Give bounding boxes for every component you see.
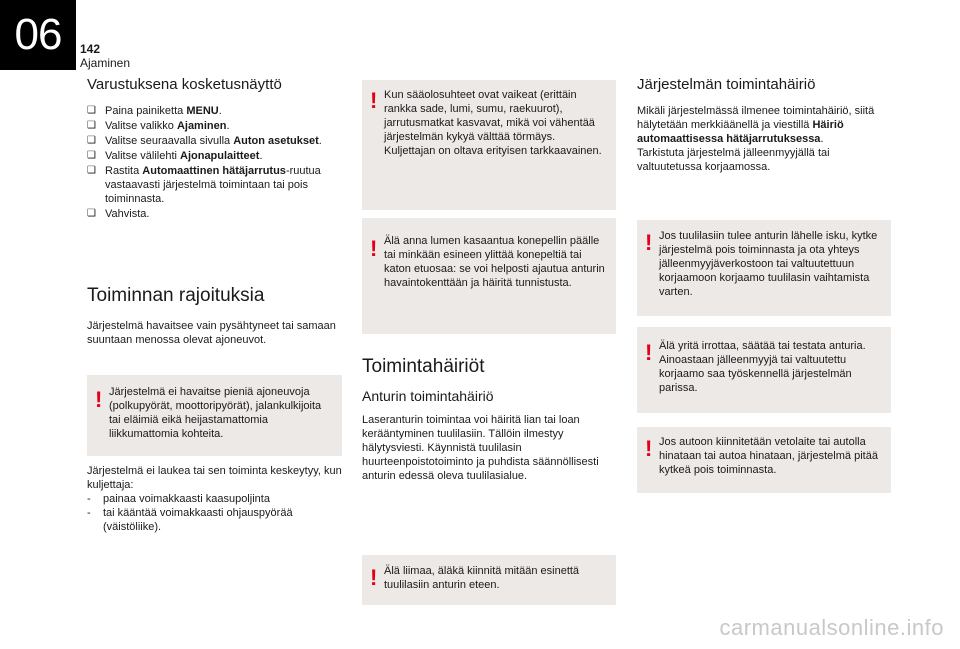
- list-item: ❑ Valitse valikko Ajaminen.: [87, 120, 230, 132]
- column-1: [87, 76, 342, 534]
- warning-note: ! Järjestelmä ei havaitse pieniä ajoneuvoja (polkupyörät, moottoripyörät), jalankulkijoita tai eläimiä eikä heijastamattomia liikkumattomia kohteita.: [87, 375, 342, 456]
- watermark: carmanualsonline.info: [719, 615, 944, 640]
- warning-icon: !: [645, 436, 653, 461]
- warning-note: ! Älä liimaa, äläkä kiinnitä mitään esinettä tuulilasiin anturin eteen.: [362, 555, 616, 605]
- dash-list: [87, 492, 342, 534]
- list-item: - tai kääntää voimakkaasti ohjauspyörää (väistöliike).: [87, 506, 342, 534]
- section-name: Ajaminen: [80, 56, 131, 70]
- checkbox-icon: ❑: [87, 120, 96, 131]
- paragraph: Laseranturin toimintaa voi häiritä lian tai loan kerääntyminen tuulilasiin. Tällöin ilmestyy hälytysviesti. Käynnistä tuulilasin huurteenpoistotoiminto ja puhdista säännöllisesti anturin edessä oleva tuulilasialue.: [362, 414, 599, 482]
- warning-icon: !: [370, 236, 378, 261]
- steps-list: [87, 104, 342, 221]
- chapter-tab: 06: [0, 0, 76, 70]
- checkbox-icon: ❑: [87, 105, 96, 116]
- list-item: ❑ Rastita Automaattinen hätäjarrutus-ruutua vastaavasti järjestelmä toimintaan tai pois toiminnasta.: [87, 165, 321, 205]
- warning-note: ! Älä yritä irrottaa, säätää tai testata anturia. Ainoastaan jälleenmyyjä tai valtuutettu korjaamo saa työskennellä järjestelmän parissa.: [637, 327, 891, 413]
- warning-icon: !: [95, 387, 103, 412]
- checkbox-icon: ❑: [87, 208, 96, 219]
- page-number: 142: [80, 42, 101, 56]
- list-item: ❑ Valitse seuraavalla sivulla Auton asetukset.: [87, 135, 322, 147]
- warning-note: ! Kun sääolosuhteet ovat vaikeat (erittäin rankka sade, lumi, sumu, raekuurot), jarrutusmatkat kasvavat, mikä voi vähentää järjestelmän kykyä välttää törmäys. Kuljettajan on oltava erityisen tarkkaavainen.: [362, 80, 616, 210]
- paragraph: Mikäli järjestelmässä ilmenee toimintahäiriö, siitä hälytetään merkkiäänellä ja viestillä Häiriö automaattisessa hätäjarrutuksessa.: [637, 105, 875, 145]
- list-item: - painaa voimakkaasti kaasupoljinta: [87, 492, 342, 506]
- section-title-touchscreen: Varustuksena kosketusnäyttö: [87, 76, 282, 93]
- paragraph: Järjestelmä ei laukea tai sen toiminta keskeytyy, kun kuljettaja:: [87, 465, 342, 491]
- list-item: ❑ Vahvista.: [87, 208, 150, 220]
- section-title-limitations: Toiminnan rajoituksia: [87, 285, 265, 306]
- column-3: [637, 76, 891, 493]
- column-2: [362, 80, 616, 591]
- warning-note: ! Jos tuulilasiin tulee anturin lähelle isku, kytke järjestelmä pois toiminnasta ja ota yhteys jälleenmyyjäverkostoon tai valtuutettuun korjaamoon korjaamo tuulilasin vaihtamista varten.: [637, 220, 891, 316]
- paragraph: Järjestelmä havaitsee vain pysähtyneet tai samaan suuntaan menossa olevat ajoneuvot.: [87, 320, 336, 346]
- section-title-malfunctions: Toimintahäiriöt: [362, 356, 485, 377]
- warning-icon: !: [370, 565, 378, 590]
- section-title-system-malfunction: Järjestelmän toimintahäiriö: [637, 76, 816, 93]
- list-item: ❑ Paina painiketta MENU.: [87, 105, 222, 117]
- warning-note: ! Jos autoon kiinnitetään vetolaite tai autolla hinataan tai autoa hinataan, järjestelmä pitää kytkeä pois toiminnasta.: [637, 427, 891, 493]
- warning-note: ! Älä anna lumen kasaantua konepellin päälle tai minkään esineen ylittää konepeltiä tai katon etuosaa: se voi helposti ajautua anturin havaintokenttään ja häiritä tunnistusta.: [362, 218, 616, 334]
- warning-icon: !: [645, 230, 653, 255]
- warning-icon: !: [370, 88, 378, 113]
- checkbox-icon: ❑: [87, 135, 96, 146]
- checkbox-icon: ❑: [87, 165, 96, 176]
- paragraph: Tarkistuta järjestelmä jälleenmyyjällä tai valtuutetussa korjaamossa.: [637, 147, 830, 173]
- subsection-title-sensor: Anturin toimintahäiriö: [362, 388, 494, 404]
- list-item: ❑ Valitse välilehti Ajonapulaitteet.: [87, 150, 263, 162]
- warning-icon: !: [645, 340, 653, 365]
- checkbox-icon: ❑: [87, 150, 96, 161]
